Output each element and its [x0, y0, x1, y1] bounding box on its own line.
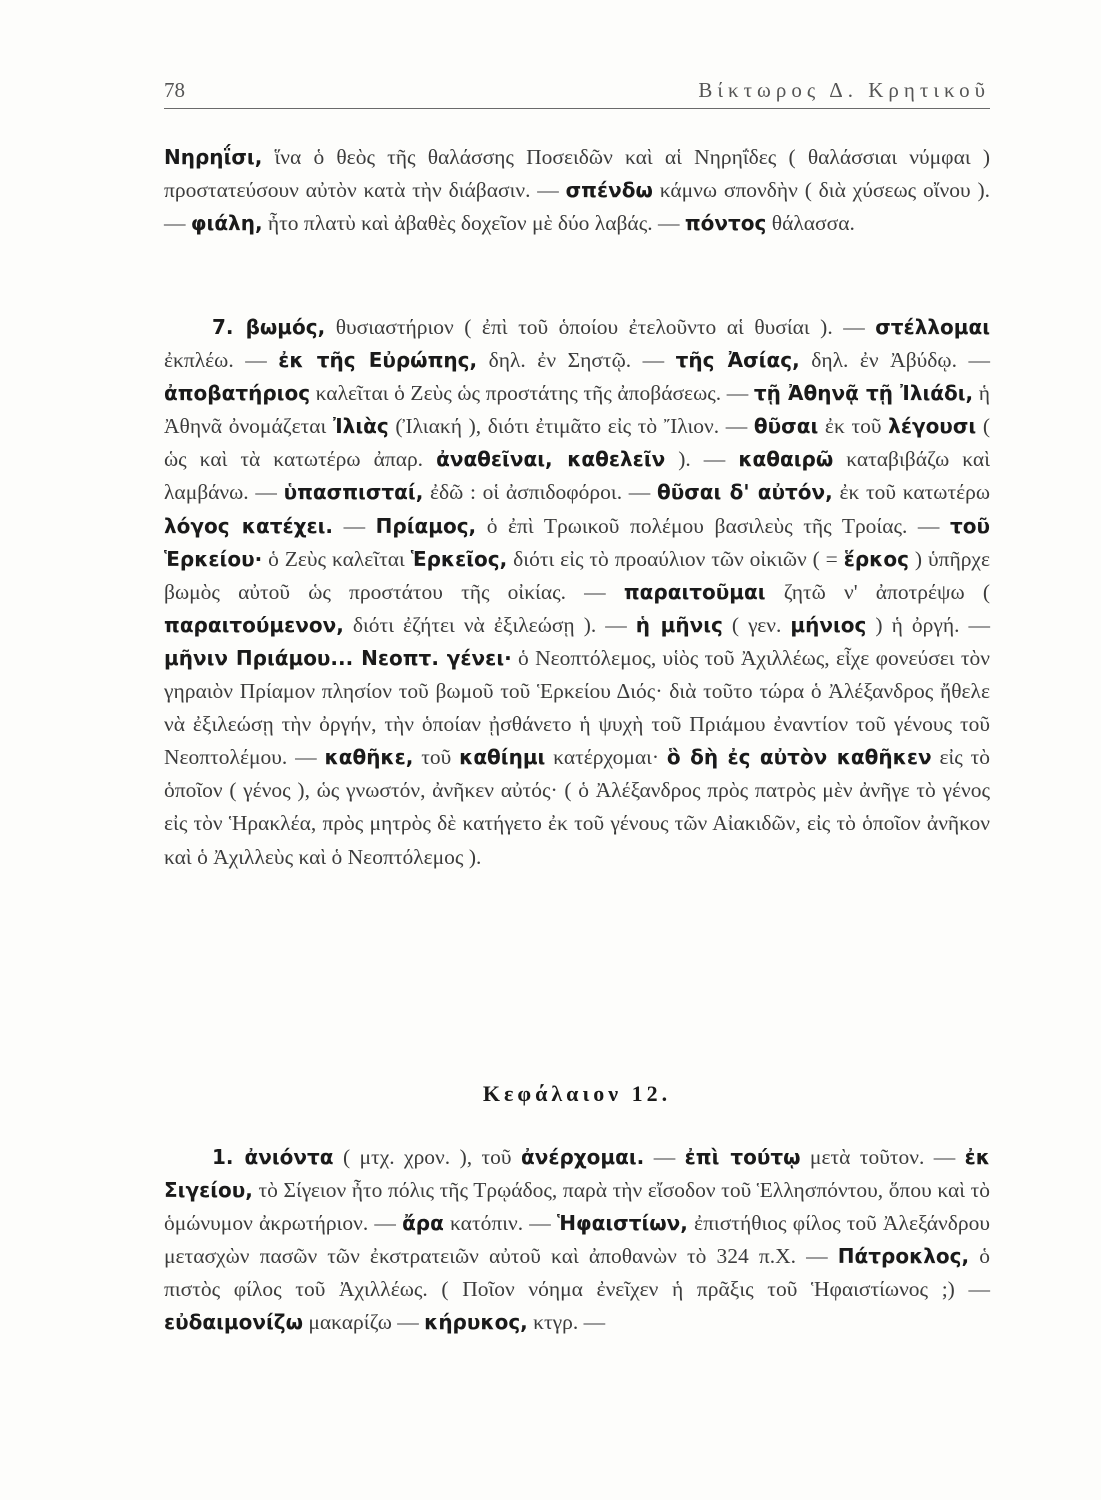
term: Ἑρκεῖος,	[410, 546, 508, 571]
page-header	[164, 74, 990, 109]
gloss: ὁ Ζεὺς καλεῖται	[262, 546, 411, 571]
term: ὑπασπισταί,	[283, 480, 424, 505]
paragraph-2	[164, 311, 990, 874]
term: καθῆκε,	[324, 745, 414, 770]
term: ἕρκος	[843, 546, 909, 571]
term: Ἡφαιστίων,	[556, 1211, 688, 1236]
gloss: δηλ. ἐν Σηστῷ. —	[477, 348, 676, 373]
gloss: ἐκ τοῦ	[818, 414, 889, 439]
gloss: —	[644, 1145, 685, 1169]
gloss: καταβιβάζω καὶ λαμβάνω. —	[164, 447, 990, 505]
gloss: ὁ πιστὸς φίλος τοῦ Ἀχιλλέως. ( Ποῖον νόημα ἐνεῖχεν ἡ πρᾶξις τοῦ Ἡφαιστίωνος ;) —	[164, 1244, 990, 1302]
gloss: ). —	[665, 447, 739, 472]
term: Πρίαμος,	[375, 513, 477, 538]
term: ἐκ τῆς Εὐρώπης,	[278, 348, 478, 373]
term: Ἰλιὰς	[333, 414, 389, 439]
gloss: ἵνα ὁ θεὸς τῆς θαλάσσης Ποσειδῶν καὶ αἱ Νηρηΐδες ( θαλάσσιαι νύμφαι ) προστατεύσουν αὐτὸν κατὰ τὴν διάβασιν. —	[164, 145, 990, 203]
gloss: ζητῶ ν' ἀποτρέψω (	[765, 579, 990, 604]
term: τοῦ Ἑρκείου·	[164, 513, 990, 571]
page-number: 78	[164, 78, 185, 102]
term: φιάλη,	[190, 211, 263, 236]
gloss: ὁ Νεοπτόλεμος, υἱὸς τοῦ Ἀχιλλέως, εἶχε φονεύσει τὸν γηραιὸν Πρίαμον πλησίον τοῦ βωμοῦ τοῦ Ἑρκείου Διός· διὰ τοῦτο τώρα ὁ Ἀλέξανδρος ἤθελε νὰ ἐξιλεώσῃ τὴν ὀργήν, τὴν ὁποίαν ᾐσθάνετο ἡ ψυχὴ τοῦ Πριάμου ἐναντίον τοῦ γένους τοῦ Νεοπτολέμου. —	[164, 645, 991, 770]
term: τῆς Ἀσίας,	[675, 348, 800, 373]
gloss: ἦτο πλατὺ καὶ ἀβαθὲς δοχεῖον μὲ δύο λαβάς. —	[262, 211, 685, 236]
gloss: —	[333, 513, 376, 538]
term: ὃ δὴ ἐς αὐτὸν καθῆκεν	[666, 745, 932, 770]
term: τῇ Ἀθηνᾷ τῇ Ἰλιάδι,	[753, 381, 974, 406]
term: θῦσαι	[753, 414, 819, 439]
gloss: καλεῖται ὁ Ζεὺς ὡς προστάτης τῆς ἀποβάσεως. —	[310, 381, 754, 406]
term: ἀναθεῖναι, καθελεῖν	[436, 447, 666, 472]
paragraph-1	[164, 141, 990, 240]
gloss: ( μτχ. χρον. ), τοῦ	[333, 1145, 521, 1169]
term: λέγουσι	[888, 414, 977, 439]
gloss: διότι εἰς τὸ προαύλιον τῶν οἰκιῶν ( =	[507, 546, 844, 571]
term: κήρυκος,	[424, 1310, 528, 1335]
paragraph-3	[164, 1141, 990, 1340]
gloss: ἐπιστήθιος φίλος τοῦ Ἀλεξάνδρου μετασχὼν πασῶν τῶν ἐκστρατειῶν αὐτοῦ καὶ ἀποθανὼν τὸ 324 π.Χ. —	[164, 1211, 990, 1269]
term: ἄρα	[402, 1211, 444, 1236]
gloss: μετὰ τοῦτον. —	[800, 1145, 965, 1169]
term: εὐδαιμονίζω	[164, 1310, 303, 1335]
gloss: (Ἰλιακή ), διότι ἐτιμᾶτο εἰς τὸ Ἴλιον. —	[388, 414, 754, 439]
gloss: μακαρίζω —	[302, 1310, 425, 1335]
gloss: τὸ Σίγειον ἦτο πόλις τῆς Τρῳάδος, παρὰ τὴν εἴσοδον τοῦ Ἑλλησπόντου, ὅπου καὶ τὸ ὁμώνυμον ἀκρωτήριον. —	[164, 1178, 990, 1236]
term: ἡ μῆνις	[635, 612, 723, 637]
running-head: Βίκτωρος Δ. Κρητικοῦ	[698, 78, 990, 102]
term: ἐπὶ τούτῳ	[684, 1145, 801, 1169]
term: μήνιος	[790, 612, 867, 637]
term: ἀποβατήριος	[164, 381, 311, 406]
gloss: ( ὡς καὶ τὰ κατωτέρω ἀπαρ.	[164, 414, 991, 472]
term: καθαιρῶ	[738, 447, 834, 472]
gloss: κτγρ. —	[527, 1310, 606, 1335]
term: 1. ἀνιόντα	[212, 1145, 334, 1169]
term: 7. βωμός,	[212, 315, 326, 339]
gloss: εἰς τὸ ὁποῖον ( γένος ), ὡς γνωστόν, ἀνῆκεν αὐτός· ( ὁ Ἀλέξανδρος πρὸς πατρὸς μὲν ἀνῆγε τὸ γένος εἰς τὸν Ἡρακλέα, πρὸς μητρὸς δὲ κατήγετο ἐκ τοῦ γένους τῶν Αἰακιδῶν, εἰς τὸ ὁποῖον ἀνῆκον καὶ ὁ Ἀχιλλεὺς καὶ ὁ Νεοπτόλεμος ).	[164, 745, 991, 869]
gloss: ἡ Ἀθηνᾶ ὀνομάζεται	[164, 381, 990, 439]
gloss: δηλ. ἐν Ἀβύδῳ. —	[799, 348, 990, 373]
chapter-heading: Κεφάλαιον 12.	[482, 1081, 672, 1106]
gloss: ( γεν.	[722, 612, 791, 637]
gloss: κατόπιν. —	[443, 1211, 557, 1236]
term: παραιτοῦμαι	[623, 579, 766, 604]
term: μῆνιν Πριάμου... Νεοπτ. γένει·	[164, 645, 512, 670]
gloss: διότι ἐζήτει νὰ ἐξιλεώσῃ ). —	[343, 612, 636, 637]
gloss: ἐδῶ : οἱ ἀσπιδοφόροι. —	[423, 480, 657, 505]
term: σπένδω	[565, 178, 653, 203]
gloss: ) ἡ ὀργή. —	[866, 612, 990, 637]
term: θῦσαι δ' αὐτόν,	[656, 480, 833, 505]
gloss: κατέρχομαι·	[545, 745, 667, 770]
gloss: τοῦ	[413, 745, 460, 770]
term: Πάτροκλος,	[837, 1244, 970, 1269]
term: Νηρηΐσι,	[164, 145, 263, 169]
term: στέλλομαι	[875, 315, 990, 339]
gloss: ἐκ τοῦ κατωτέρω	[832, 480, 990, 505]
gloss: ἐκπλέω. —	[164, 348, 279, 373]
gloss: κάμνω σπονδὴν ( διὰ χύσεως οἴνου ).—	[164, 178, 990, 236]
term: ἀνέρχομαι.	[520, 1145, 645, 1169]
gloss: θυσιαστήριον ( ἐπὶ τοῦ ὁποίου ἐτελοῦντο αἱ θυσίαι ). —	[325, 315, 876, 339]
term: καθίημι	[459, 745, 546, 770]
term: παραιτούμενον,	[164, 612, 344, 637]
gloss: ) ὑπῆρχε βωμὸς αὐτοῦ ὡς προστάτου τῆς οἰκίας. —	[164, 546, 990, 604]
gloss: ὁ ἐπὶ Τρωικοῦ πολέμου βασιλεὺς τῆς Τροίας. —	[476, 513, 950, 538]
term: πόντος	[684, 211, 767, 236]
gloss: θάλασσα.	[766, 211, 855, 236]
term: λόγος κατέχει.	[164, 513, 334, 538]
term: ἐκ Σιγείου,	[164, 1145, 990, 1203]
